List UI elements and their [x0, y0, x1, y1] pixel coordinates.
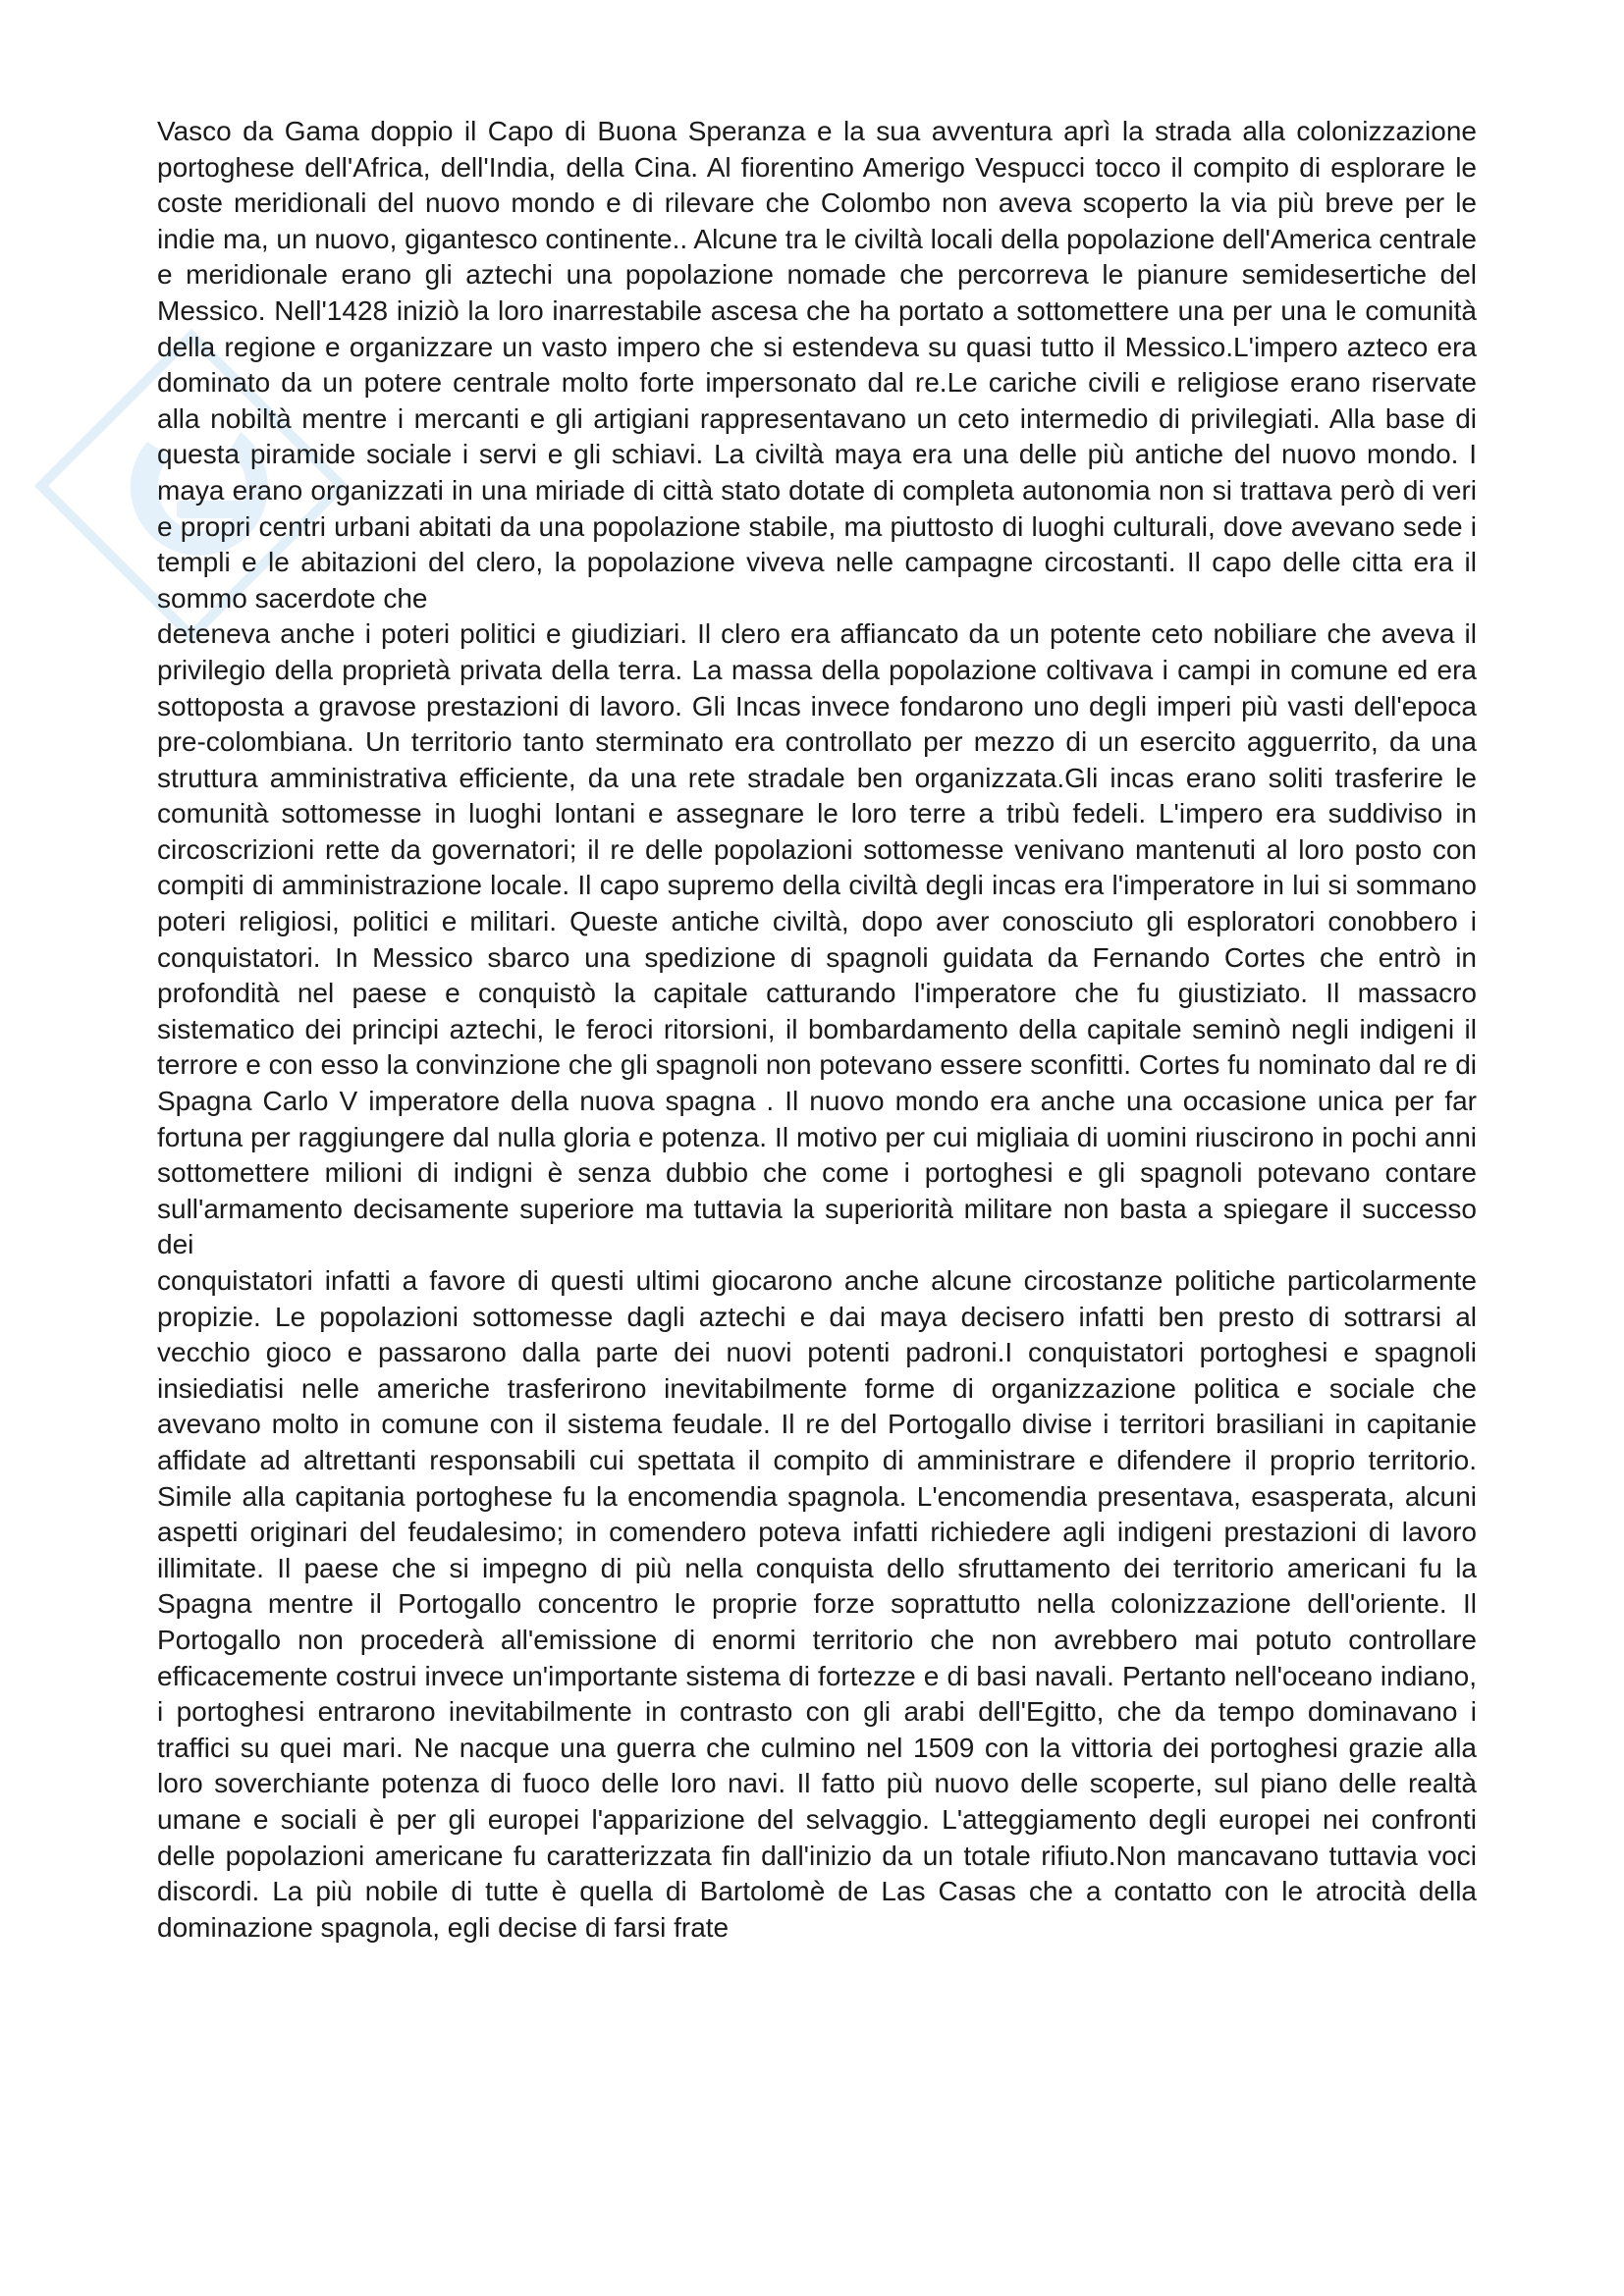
paragraph-2: deteneva anche i poteri politici e giudiziari. Il clero era affiancato da un potente ceto nobiliare che aveva il privilegio della proprietà privata della terra. La massa della popolazione coltivava i campi in comune ed era sottoposta a gravose prestazioni di lavoro. Gli Incas invece fondarono uno degli imperi più vasti dell'epoca pre-colombiana. Un territorio tanto sterminato era controllato per mezzo di un esercito agguerrito, da una struttura amministrativa efficiente, da una rete stradale ben organizzata.Gli incas erano soliti trasferire le comunità sottomesse in luoghi lontani e assegnare le loro terre a tribù fedeli. L'impero era suddiviso in circoscrizioni rette da governatori; il re delle popolazioni sottomesse venivano mantenuti al loro posto con compiti di amministrazione locale. Il capo supremo della civiltà degli incas era l'imperatore in lui si sommano poteri religiosi, politici e militari. Queste antiche civiltà, dopo aver conosciuto gli esploratori conobbero i conquistatori. In Messico sbarco una spedizione di spagnoli guidata da Fernando Cortes che entrò in profondità nel paese e conquistò la capitale catturando l'imperatore che fu giustiziato. Il massacro sistematico dei principi aztechi, le feroci ritorsioni, il bombardamento della capitale seminò negli indigeni il terrore e con esso la convinzione che gli spagnoli non potevano essere sconfitti. Cortes fu nominato dal re di Spagna Carlo V imperatore della nuova spagna . Il nuovo mondo era anche una occasione unica per far fortuna per raggiungere dal nulla gloria e potenza. Il motivo per cui migliaia di uomini riuscirono in pochi anni sottomettere milioni di indigni è senza dubbio che come i portoghesi e gli spagnoli potevano contare sull'armamento decisamente superiore ma tuttavia la superiorità militare non basta a spiegare il successo dei — [157, 618, 1477, 1260]
paragraph-3: conquistatori infatti a favore di questi ultimi giocarono anche alcune circostanze politiche particolarmente propizie. Le popolazioni sottomesse dagli aztechi e dai maya decisero infatti ben presto di sottrarsi al vecchio gioco e passarono dalla parte dei nuovi potenti padroni.I conquistatori portoghesi e spagnoli insiediatisi nelle americhe trasferirono inevitabilmente forme di organizzazione politica e sociale che avevano molto in comune con il sistema feudale. Il re del Portogallo divise i territori brasiliani in capitanie affidate ad altrettanti responsabili cui spettata il compito di amministrare e difendere il proprio territorio. Simile alla capitania portoghese fu la encomendia spagnola. L'encomendia presentava, esasperata, alcuni aspetti originari del feudalesimo; in comendero poteva infatti richiedere agli indigeni prestazioni di lavoro illimitate. Il paese che si impegno di più nella conquista dello sfruttamento dei territorio americani fu la Spagna mentre il Portogallo concentro le proprie forze soprattutto nella colonizzazione dell'oriente. Il Portogallo non procederà all'emissione di enormi territorio che non avrebbero mai potuto controllare efficacemente costrui invece un'importante sistema di fortezze e di basi navali. Pertanto nell'oceano indiano, i portoghesi entrarono inevitabilmente in contrasto con gli arabi dell'Egitto, che da tempo dominavano i traffici su quei mari. Ne nacque una guerra che culmino nel 1509 con la vittoria dei portoghesi grazie alla loro soverchiante potenza di fuoco delle loro navi. Il fatto più nuovo delle scoperte, sul piano delle realtà umane e sociali è per gli europei l'apparizione del selvaggio. L'atteggiamento degli europei nei confronti delle popolazioni americane fu caratterizzata fin dall'inizio da un totale rifiuto.Non mancavano tuttavia voci discordi. La più nobile di tutte è quella di Bartolomè de Las Casas che a contatto con le atrocità della dominazione spagnola, egli decise di farsi frate — [157, 1265, 1477, 1943]
paragraph-1: Vasco da Gama doppio il Capo di Buona Speranza e la sua avventura aprì la strada alla colonizzazione portoghese dell'Africa, dell'India, della Cina. Al fiorentino Amerigo Vespucci tocco il compito di esplorare le coste meridionali del nuovo mondo e di rilevare che Colombo non aveva scoperto la via più breve per le indie ma, un nuovo, gigantesco continente.. Alcune tra le civiltà locali della popolazione dell'America centrale e meridionale erano gli aztechi una popolazione nomade che percorreva le pianure semidesertiche del Messico. Nell'1428 iniziò la loro inarrestabile ascesa che ha portato a sottomettere una per una le comunità della regione e organizzare un vasto impero che si estendeva su quasi tutto il Messico.L'impero azteco era dominato da un potere centrale molto forte impersonato dal re.Le cariche civili e religiose erano riservate alla nobiltà mentre i mercanti e gli artigiani rappresentavano un ceto intermedio di privilegiati. Alla base di questa piramide sociale i servi e gli schiavi. La civiltà maya era una delle più antiche del nuovo mondo. I maya erano organizzati in una miriade di città stato dotate di completa autonomia non si trattava però di veri e propri centri urbani abitati da una popolazione stabile, ma piuttosto di luoghi culturali, dove avevano sede i templi e le abitazioni del clero, la popolazione viveva nelle campagne circostanti. Il capo delle citta era il sommo sacerdote che — [157, 116, 1477, 614]
document-body — [157, 114, 1477, 1946]
